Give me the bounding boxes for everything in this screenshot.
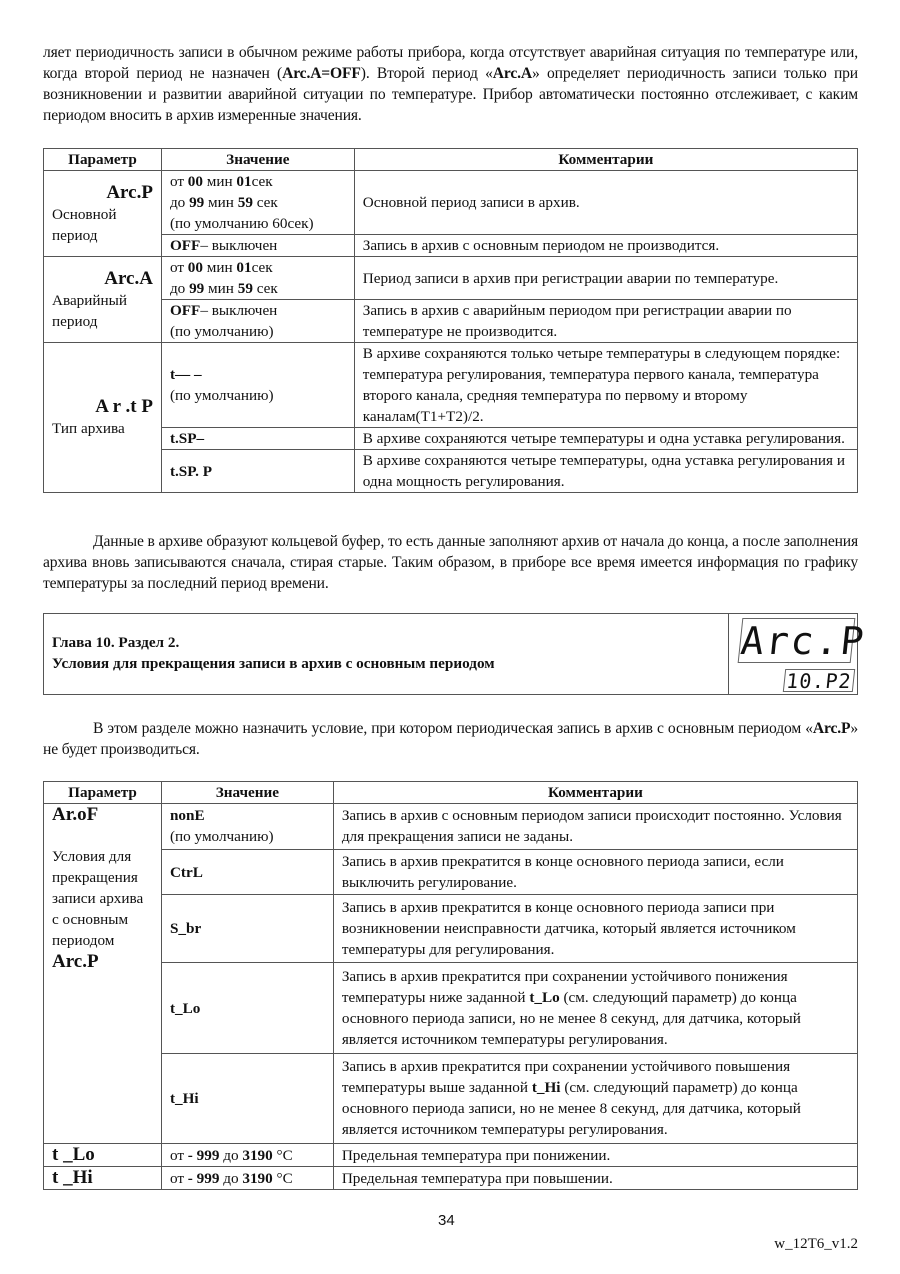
value-cell [161, 171, 354, 235]
text: 01 [236, 259, 252, 276]
table-header-row [44, 782, 858, 804]
text: 99 [189, 194, 205, 211]
buffer-paragraph: Данные в архиве образуют кольцевой буфер, то есть данные заполняют архив от начала до конца, а после заполнения архива вновь записываются сначала, стирая старые. Таким образом, в приборе все время имеется информация по графику температуры за последний период времени. [43, 533, 858, 592]
default-note: (по умолчанию) [169, 387, 274, 404]
value-cell [161, 1167, 333, 1190]
text: nonE [169, 807, 205, 825]
value-cell: t_Hi [161, 1053, 333, 1143]
table-row [44, 1053, 858, 1143]
text: 00 [187, 259, 203, 276]
table-row [44, 300, 858, 343]
divider [728, 614, 729, 694]
text: 99 [189, 280, 205, 297]
param-code: Arc.A [104, 267, 153, 289]
text: 59 [237, 194, 253, 211]
value-cell: t.SP– [161, 428, 354, 450]
table-row [44, 235, 858, 257]
table-row [44, 257, 858, 300]
table-row [44, 171, 858, 235]
text: Запись в архив прекратится при сохранении устойчивого повышения температуры выше заданной [341, 1058, 791, 1097]
comment-cell [333, 1053, 857, 1143]
param-cell [44, 343, 162, 493]
param-cell [44, 257, 162, 343]
text: » определяет периодичность записи только при возникновении и развитии аварийной ситуации по температуре. Прибор автоматически постоянно отслеживает, с каким периодом вносить в архив измеренные значения. [43, 65, 858, 124]
text: от [169, 259, 188, 276]
text: мин [204, 280, 238, 297]
param-ref: Arc.P [812, 720, 851, 737]
param-cell [44, 171, 162, 257]
default-note: (по умолчанию 60сек) [169, 215, 314, 232]
text: мин [204, 194, 238, 211]
text: от [169, 1169, 188, 1187]
text: до [169, 280, 190, 297]
param-code-ref: Arc.P [52, 951, 99, 972]
param-code: t _Hi [52, 1167, 93, 1188]
header-value: Значение [161, 782, 333, 804]
text: - 999 [187, 1146, 220, 1164]
value-cell [161, 1144, 333, 1167]
text: сек [252, 280, 278, 297]
text: 01 [236, 173, 252, 190]
text: до [219, 1169, 243, 1187]
header-param: Параметр [44, 149, 162, 171]
table-header-row [44, 149, 858, 171]
param-desc: Условия для прекращения записи архива с основным периодом [52, 848, 144, 949]
text: °C [272, 1146, 293, 1164]
table-row [44, 1167, 858, 1190]
param-ref: t_Hi [531, 1079, 561, 1097]
text: сек [251, 259, 273, 276]
chapter-header-box [43, 613, 868, 695]
header-comment: Комментарии [354, 149, 857, 171]
value-cell: t.SP. P [161, 450, 354, 493]
text: 59 [237, 280, 253, 297]
value-cell [161, 257, 354, 300]
lcd-display-small: 10.P2 [783, 669, 855, 692]
param-cell [44, 804, 162, 1144]
text: 3190 [242, 1146, 273, 1164]
header-value: Значение [161, 149, 354, 171]
chapter-subtitle: Условия для прекращения записи в архив с основным периодом [52, 655, 495, 672]
comment-cell: В архиве сохраняются четыре температуры, одна уставка регулирования и одна мощность регулирования. [354, 450, 857, 493]
text: OFF [169, 237, 201, 254]
text: – выключен [200, 302, 278, 319]
default-note: (по умолчанию) [169, 828, 274, 846]
comment-cell: В архиве сохраняются только четыре температуры в следующем порядке: температура регулирования, температура первого канала, температура второго канала, средняя температура по первому и второму каналам(T1+T2)/2. [354, 343, 857, 428]
text: мин [202, 259, 237, 276]
text: Запись в архив прекратится при сохранении устойчивого понижения температуры ниже заданной [341, 968, 788, 1007]
param-cell [44, 1144, 162, 1167]
archive-period-table [43, 148, 858, 493]
text: В этом разделе можно назначить условие, при котором периодическая запись в архив с основным периодом « [93, 720, 813, 737]
comment-cell: Предельная температура при повышении. [333, 1167, 857, 1190]
text: от [169, 173, 188, 190]
text: 3190 [242, 1169, 273, 1187]
comment-cell: Период записи в архив при регистрации аварии по температуре. [354, 257, 857, 300]
param-desc: Основной период [52, 205, 117, 244]
value-cell [161, 804, 333, 850]
text: OFF [169, 302, 201, 319]
text: – выключен [200, 237, 278, 254]
comment-cell: В архиве сохраняются четыре температуры и одна уставка регулирования. [354, 428, 857, 450]
comment-cell: Предельная температура при понижении. [333, 1144, 857, 1167]
table-row [44, 963, 858, 1053]
text: до [219, 1146, 243, 1164]
document-id: w_12T6_v1.2 [774, 1236, 858, 1252]
header-param: Параметр [44, 782, 162, 804]
value-cell: CtrL [161, 849, 333, 895]
param-ref: t_Lo [529, 989, 560, 1007]
value-cell: t_Lo [161, 963, 333, 1053]
param-code: A r .t P [95, 396, 153, 417]
param-code: Arc.P [106, 181, 153, 203]
text: t— – [169, 366, 202, 383]
text: - 999 [187, 1169, 220, 1187]
param-code: t _Lo [52, 1144, 95, 1165]
param-code: Ar.oF [52, 804, 99, 825]
section-paragraph [43, 718, 858, 760]
text: ляет периодичность записи в обычном режиме работы прибора, когда отсутствует аварийная ситуация по температуре или, когда второй период не назначен ( [43, 44, 858, 82]
param-ref: Arc.A [492, 65, 533, 82]
stop-condition-table [43, 781, 858, 1190]
chapter-title [52, 632, 495, 674]
table-row [44, 428, 858, 450]
page-number: 34 [438, 1212, 455, 1229]
table-row [44, 450, 858, 493]
table-row [44, 804, 858, 850]
text: °C [272, 1169, 293, 1187]
chapter-number: Глава 10. Раздел 2. [52, 634, 180, 651]
text: сек [252, 194, 278, 211]
lcd-display-main: Arc.P [738, 619, 868, 663]
comment-cell: Запись в архив прекратится в конце основного периода записи, если выключить регулирование. [333, 849, 857, 895]
table-row [44, 343, 858, 428]
text: от [169, 1146, 188, 1164]
intro-paragraph [43, 42, 858, 126]
value-cell [161, 300, 354, 343]
text: сек [251, 173, 273, 190]
header-comment: Комментарии [333, 782, 857, 804]
param-desc: Тип архива [52, 420, 125, 437]
text: мин [202, 173, 237, 190]
table-row [44, 1144, 858, 1167]
param-desc: Аварийный период [52, 291, 127, 330]
comment-cell: Запись в архив с аварийным периодом при регистрации аварии по температуре не производится. [354, 300, 857, 343]
comment-cell [333, 963, 857, 1053]
table-row [44, 849, 858, 895]
value-cell [161, 343, 354, 428]
comment-cell: Запись в архив прекратится в конце основного периода записи при возникновении неисправности датчика, который является источником температуры для регулирования. [333, 895, 857, 963]
value-cell: S_br [161, 895, 333, 963]
param-ref: Arc.A=OFF [282, 65, 361, 82]
text: ). Второй период « [360, 65, 493, 82]
table-row [44, 895, 858, 963]
text: до [169, 194, 190, 211]
comment-cell: Основной период записи в архив. [354, 171, 857, 235]
text: 00 [187, 173, 203, 190]
default-note: (по умолчанию) [169, 323, 274, 340]
comment-cell: Запись в архив с основным периодом записи происходит постоянно. Условия для прекращения записи не заданы. [333, 804, 857, 850]
value-cell [161, 235, 354, 257]
param-cell [44, 1167, 162, 1190]
text: (см. следующий параметр) до конца основного периода записи, но не менее 8 секунд, для датчика, который является источником температуры регулирования. [341, 989, 801, 1049]
text: » не будет производиться. [43, 720, 858, 758]
comment-cell: Запись в архив с основным периодом не производится. [354, 235, 857, 257]
text: (см. следующий параметр) до конца основного периода записи, но не менее 8 секунд, для датчика, который является источником температуры регулирования. [341, 1079, 801, 1139]
